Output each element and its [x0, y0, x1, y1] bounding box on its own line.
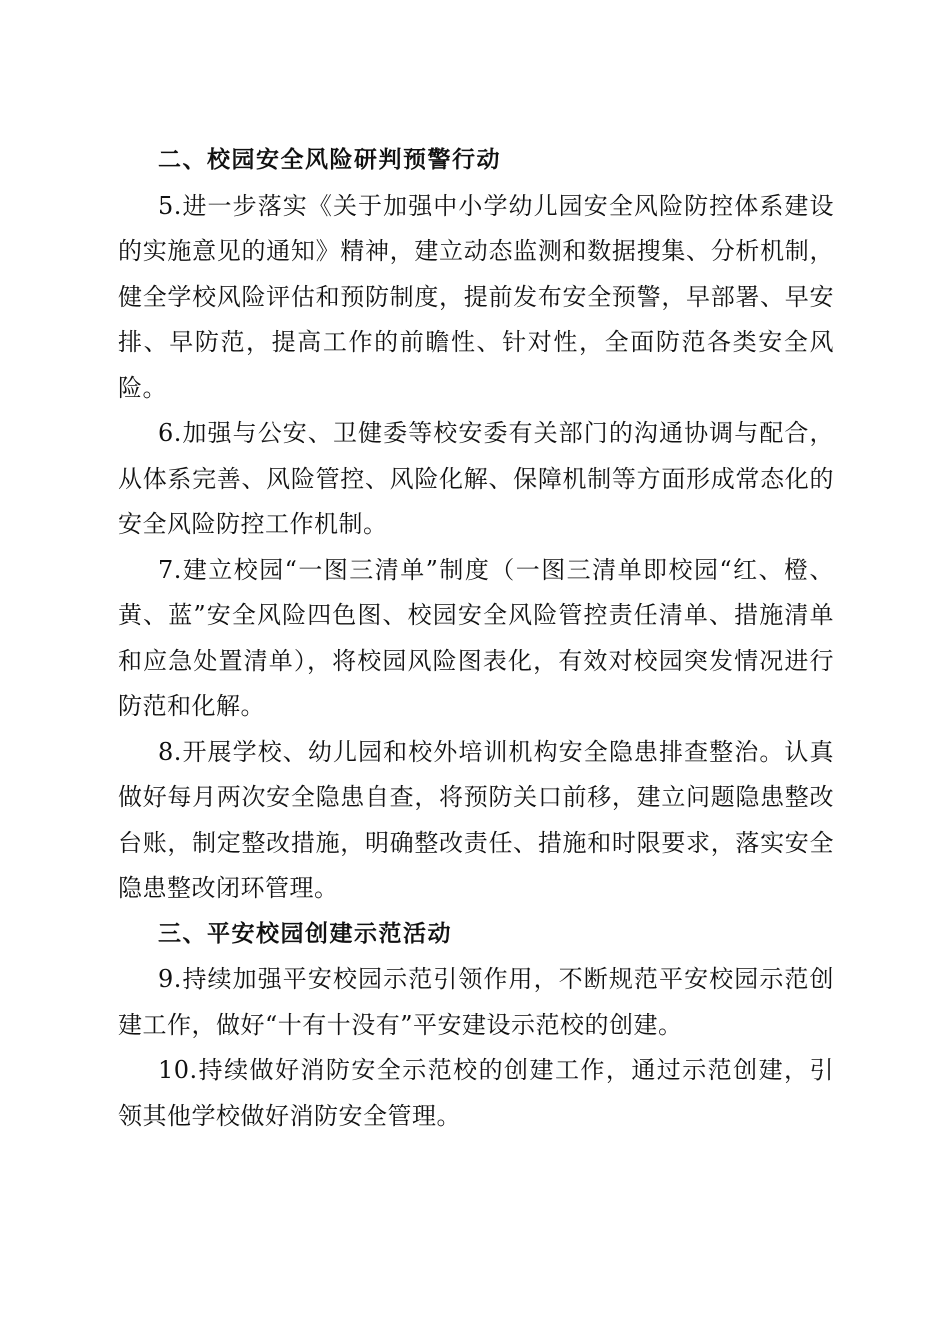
paragraph-item-5: 5.进一步落实《关于加强中小学幼儿园安全风险防控体系建设的实施意见的通知》精神，建立动态监测和数据搜集、分析机制，健全学校风险评估和预防制度，提前发布安全预警，早部署、早安排、早防范，提高工作的前瞻性、针对性，全面防范各类安全风险。: [118, 191, 834, 402]
section-heading-3: 三、平安校园创建示范活动: [158, 920, 452, 947]
paragraph-item-6: 6.加强与公安、卫健委等校安委有关部门的沟通协调与配合，从体系完善、风险管控、风险化解、保障机制等方面形成常态化的安全风险防控工作机制。: [118, 419, 834, 538]
paragraph-item-9: 9.持续加强平安校园示范引领作用，不断规范平安校园示范创建工作，做好“十有十没有”平安建设示范校的创建。: [118, 965, 834, 1039]
paragraph-item-8: 8.开展学校、幼儿园和校外培训机构安全隐患排查整治。认真做好每月两次安全隐患自查，将预防关口前移，建立问题隐患整改台账，制定整改措施，明确整改责任、措施和时限要求，落实安全隐患整改闭环管理。: [118, 737, 834, 902]
section-heading-2: 二、校园安全风险研判预警行动: [158, 147, 501, 173]
paragraph-item-7: 7.建立校园“一图三清单”制度（一图三清单即校园“红、橙、黄、蓝”安全风险四色图、校园安全风险管控责任清单、措施清单和应急处置清单），将校园风险图表化，有效对校园突发情况进行防范和化解。: [118, 555, 834, 720]
document-body: [118, 138, 834, 1139]
paragraph-item-10: 10.持续做好消防安全示范校的创建工作，通过示范创建，引领其他学校做好消防安全管理。: [118, 1056, 834, 1130]
